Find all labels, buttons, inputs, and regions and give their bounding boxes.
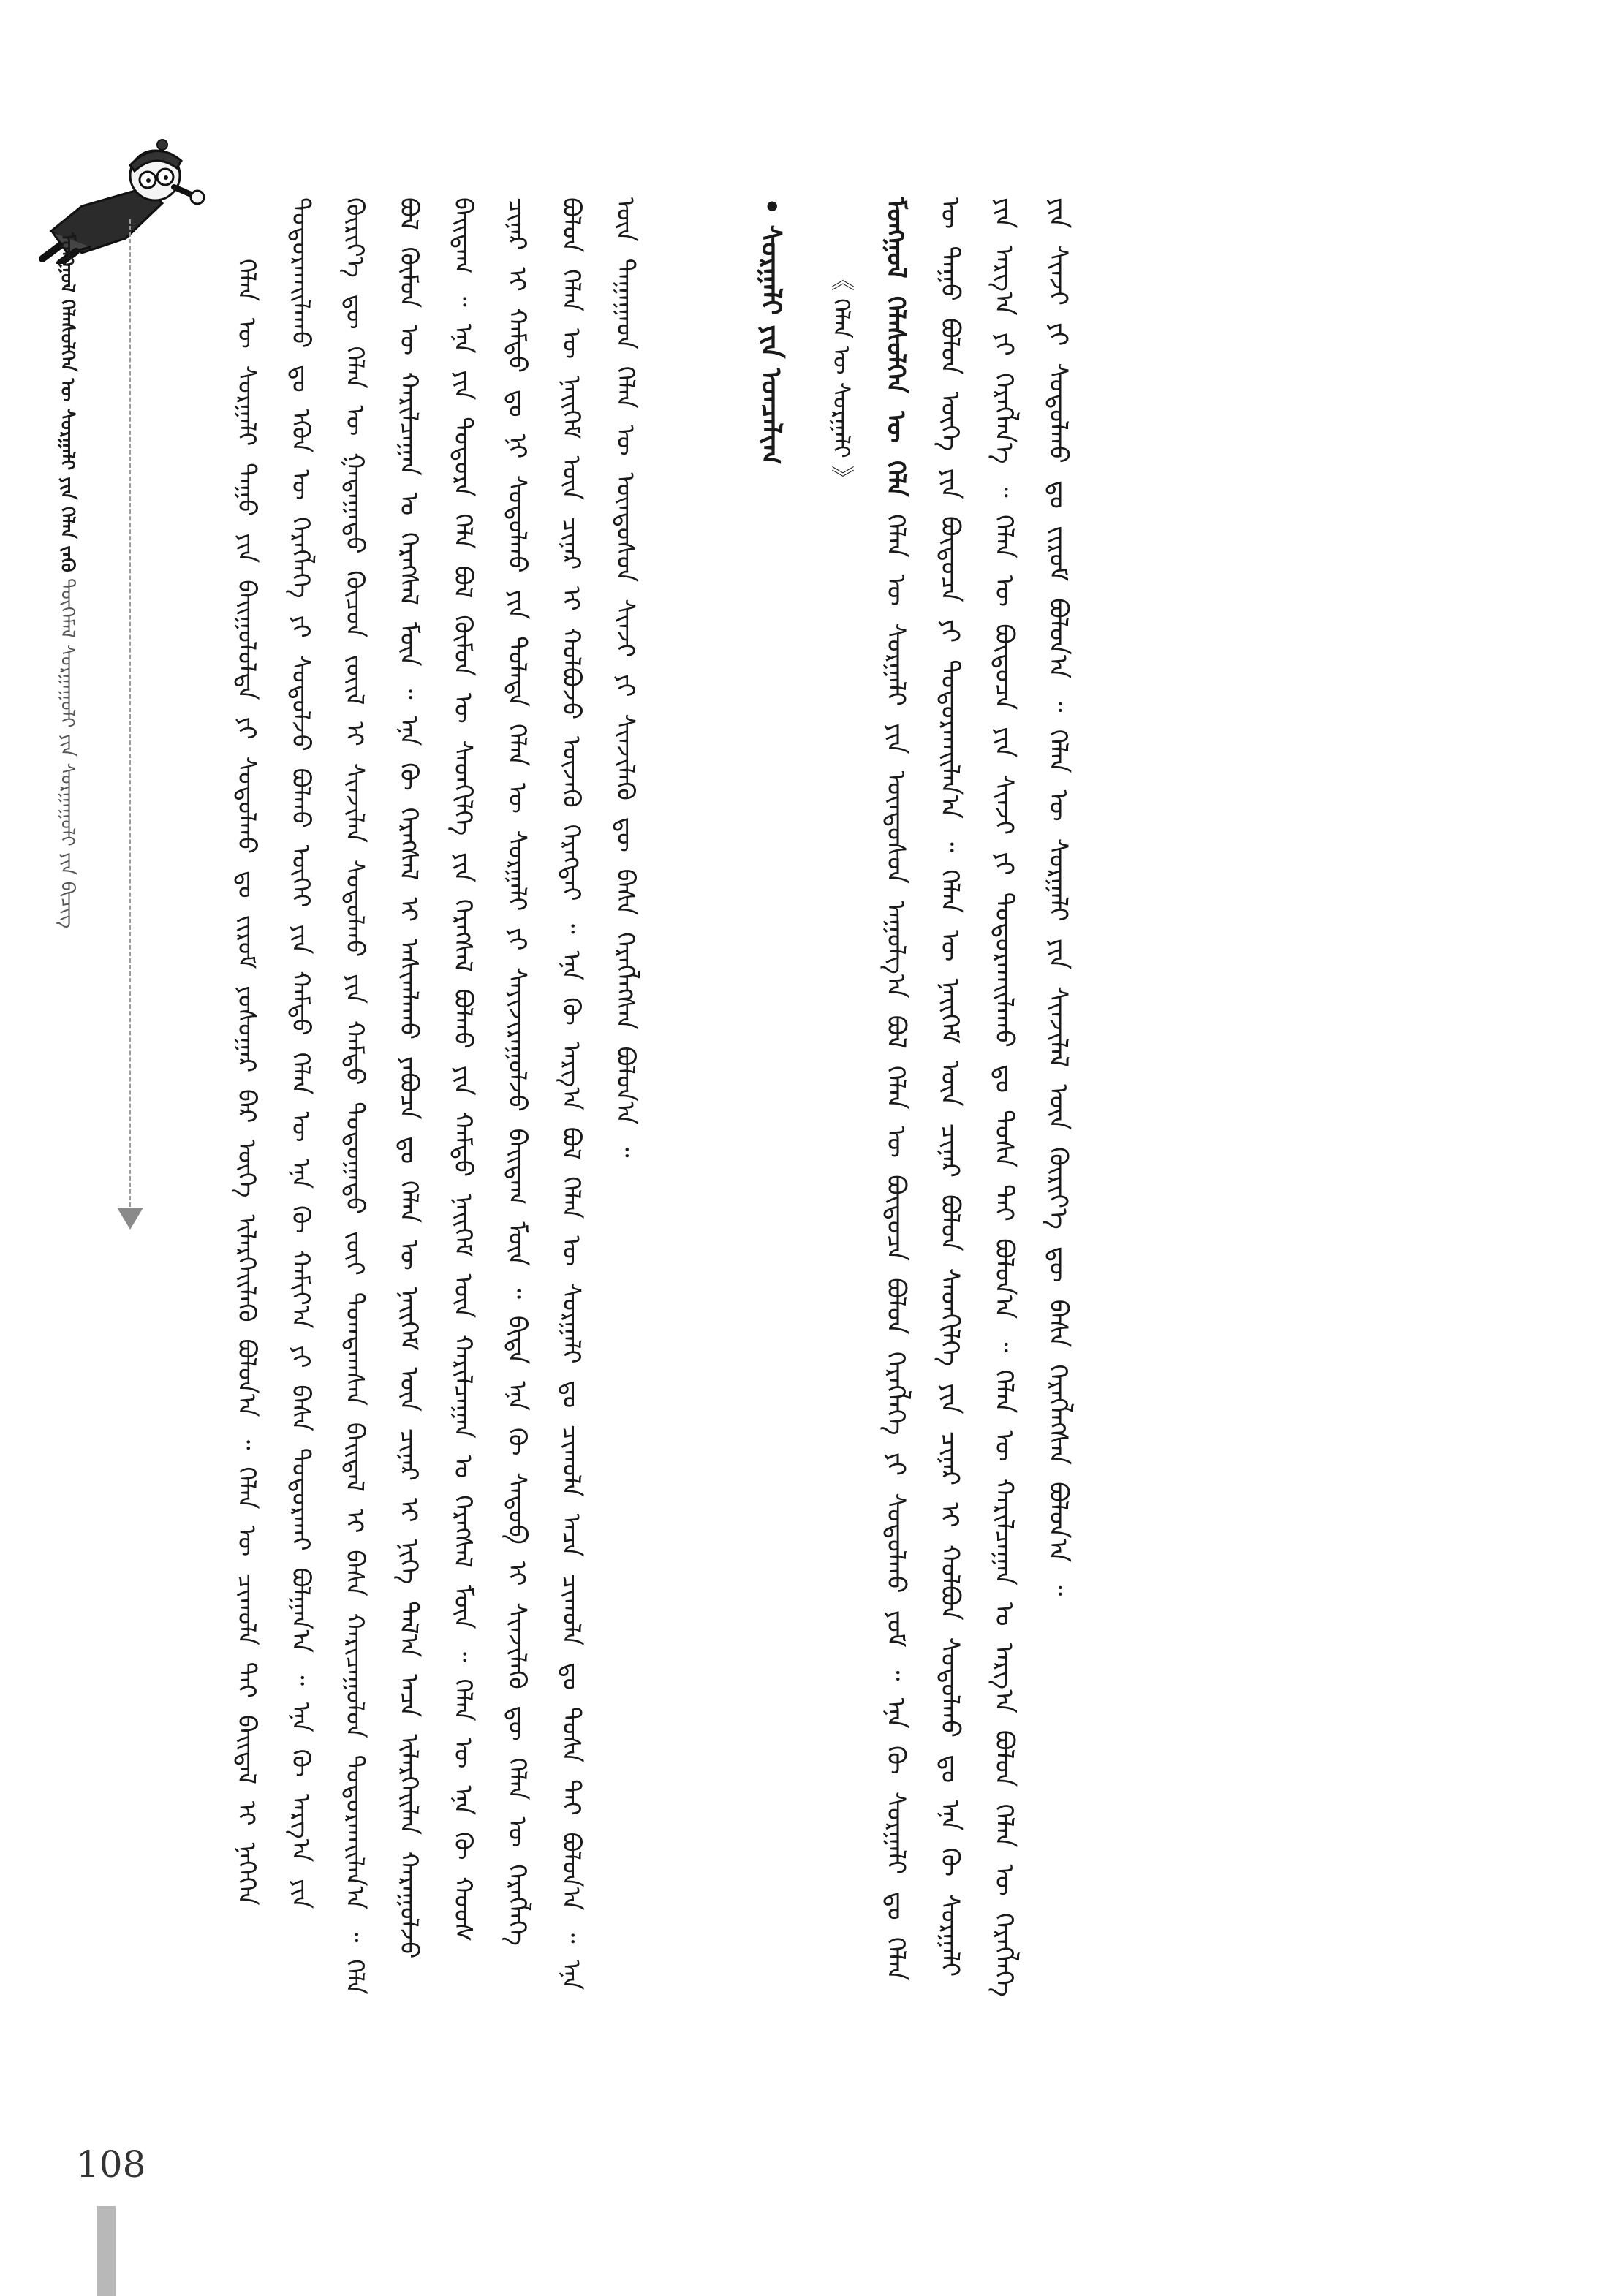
section-heading (744, 197, 798, 2003)
page-tab-bar (97, 2206, 116, 2296)
paragraph-1: ᠬᠡᠯᠡᠨ ᠦ ᠰᠤᠷᠭᠠᠯᠢ ᠳᠠᠭᠤ ᠶᠢᠨ ᠪᠠᠢᠭᠤᠯᠤᠯᠲᠠ ᠶᠢ ᠰᠤᠳᠤᠯᠬᠤ ᠳᠤ ᠵᠢᠷᠤᠮ ᠶᠣᠰᠣᠭᠠᠷ ᠪᠠᠷ ᠦᠭᠡ ᠢᠯᠡᠷᠬᠡᠢᠯᠡᠬᠦ ᠪᠤᠯᠤᠨ᠎ᠠ ᠃ ᠬᠡᠯᠡᠨ ᠦ ᠴᠢᠬᠤᠯᠠ ᠲᠠᠢ ᠪᠠᠢᠳᠠᠯ ᠢ ᠨᠡᠭᠡᠭᠡᠨ ᠲᠣᠳᠣᠷᠬᠠᠢᠯᠠᠬᠤ ᠳᠤ ᠡᠭᠦᠨ ᠦ ᠬᠡᠷᠡᠭᠯᠡᠭᠡ ᠶᠢ ᠰᠤᠳᠤᠯᠵᠤ ᠪᠣᠯᠬᠤ ᠦᠭᠡᠢ ᠶᠢᠨ ᠬᠠᠮᠲᠤ ᠬᠡᠯᠡᠨ ᠦ ᠡᠨᠡ ᠬᠦ ᠬᠠᠮᠢᠶ᠎ᠠ ᠶᠢ ᠪᠠᠰᠠ ᠲᠣᠳᠤᠷᠬᠠᠢ ᠪᠣᠯᠭᠠᠨ᠎ᠠ ᠃ ᠡᠨᠡ ᠬᠦ ᠠᠷᠭ᠎ᠠ ᠶᠢᠨ ᠬᠦᠷᠢᠶ᠎ᠡ ᠳᠦ ᠬᠡᠯᠡᠨ ᠦ ᠭᠠᠳᠠᠭᠠᠳᠤ ᠬᠦᠴᠦᠨ ᠵᠦᠢᠯ ᠢ ᠰᠢᠨᠵᠢᠯᠡᠨ ᠰᠤᠳᠤᠯᠬᠤ ᠶᠢᠨ ᠬᠠᠮᠲᠤ ᠳᠣᠲᠣᠭᠠᠳᠤ ᠵᠦᠢ ᠲᠣᠭᠲᠠᠭᠰᠠᠨ ᠪᠠᠢᠳᠠᠯ ᠢ ᠪᠠᠰᠠ ᠬᠠᠷᠢᠴᠠᠭᠤᠯᠤᠨ ᠲᠣᠳᠣᠷᠬᠠᠢᠯᠠᠨ᠎ᠠ ᠃ ᠬᠡᠯᠡ ᠪᠣᠯ ᠬᠦᠮᠦᠨ ᠦ ᠬᠠᠷᠢᠯᠴᠠᠭᠠᠨ ᠤ ᠬᠡᠷᠡᠭᠰᠡᠯ ᠮᠥᠨ ᠃ ᠡᠨᠡ ᠬᠦ ᠬᠡᠷᠡᠭᠰᠡᠯ ᠢ ᠠᠰᠢᠭᠯᠠᠬᠤ ᠶᠠᠪᠤᠴᠠ ᠳᠤ ᠬᠡᠯᠡᠨ ᠦ ᠨᠡᠢᠭᠡᠮ ᠦᠨ ᠴᠢᠨᠠᠷ ᠢ ᠨᠢᠭᠡ ᠲᠠᠯ᠎ᠠ ᠠᠴᠠ ᠢᠯᠡᠷᠬᠡᠢᠯᠡᠨ ᠬᠠᠷᠠᠭᠤᠯᠵᠤ ᠪᠠᠢᠳᠠᠭ ᠃ ᠡᠨᠡ ᠶᠢᠨ ᠳᠣᠲᠣᠷᠠ ᠬᠡᠯᠡ ᠪᠣᠯ ᠬᠦᠮᠦᠨ ᠦ ᠰᠡᠳᠬᠢᠯᠭᠡ ᠶᠢᠨ ᠬᠡᠷᠡᠭᠰᠡᠯ ᠪᠣᠯᠬᠤ ᠶᠢᠨ ᠬᠠᠮᠲᠤ ᠨᠡᠢᠭᠡᠮ ᠦᠨ ᠬᠠᠷᠢᠯᠴᠠᠭᠠᠨ ᠤ ᠬᠡᠷᠡᠭᠰᠡᠯ ᠮᠥᠨ ᠃ ᠬᠡᠯᠡᠨ ᠦ ᠡᠨᠡ ᠬᠦ ᠬᠣᠣᠰ ᠴᠢᠨᠠᠷ ᠢ ᠬᠠᠮᠲᠤ ᠳᠤ ᠨᠢ ᠰᠤᠳᠤᠯᠬᠤ ᠶᠢᠨ ᠲᠤᠯᠠᠳᠠ ᠬᠡᠯᠡᠨ ᠦ ᠰᠤᠷᠭᠠᠯᠢ ᠶᠢ ᠰᠠᠶᠢᠵᠢᠷᠠᠭᠤᠯᠵᠤ ᠪᠠᠢᠳᠠᠭ ᠮᠥᠨ ᠃ ᠪᠢᠳᠡ ᠡᠨᠡ ᠬᠦ ᠰᠡᠳᠦᠪ ᠢ ᠰᠢᠨᠵᠢᠯᠡᠬᠦ ᠳᠦ ᠬᠡᠯᠡᠨ ᠦ ᠬᠡᠷᠡᠭᠯᠡᠭᠡ ᠪᠣᠯᠤᠨ ᠬᠡᠯᠡᠨ ᠦ ᠨᠡᠢᠭᠡᠮ ᠦᠨ ᠴᠢᠨᠠᠷ ᠢ ᠬᠣᠯᠪᠣᠵᠤ ᠦᠵᠡᠬᠦ ᠬᠡᠷᠡᠭᠲᠡᠢ ᠃ ᠡᠨᠡ ᠬᠦ ᠠᠷᠭ᠎ᠠ ᠪᠣᠯ ᠬᠡᠯᠡᠨ ᠦ ᠰᠤᠷᠭᠠᠯᠢ ᠳᠤ ᠴᠢᠬᠤᠯᠠ ᠠᠴᠠ ᠴᠢᠬᠤᠯᠠ ᠳᠤ ᠲᠤᠰᠠ ᠲᠠᠢ ᠪᠤᠯᠤᠨ᠎ᠠ ᠃ ᠡᠨᠡ ᠦᠨ ᠳᠠᠭᠠᠭᠠᠳ ᠬᠡᠯᠡᠨ ᠦ ᠦᠨᠳᠦᠰᠦᠨ ᠰᠢᠨᠵᠢ ᠶᠢ ᠰᠢᠨᠵᠢᠯᠡᠬᠦ ᠳᠦ ᠪᠠᠰᠠ ᠬᠡᠷᠡᠭᠯᠡᠭᠰᠡᠨ ᠪᠣᠯᠤᠨ᠎ᠠ ᠃ (232, 197, 640, 1995)
section-heading-text: ᠰᠤᠷᠭᠠᠯᠢ ᠶᠢᠨ ᠣᠨᠴᠠᠯᠢᠭ (755, 224, 787, 465)
running-header (47, 227, 91, 1250)
bullet-icon: • (755, 197, 787, 216)
running-header-text (53, 232, 82, 928)
rule-arrow-icon (117, 1208, 143, 1230)
paragraph-2-lead: ᠮᠣᠩᠭᠣᠯ ᠬᠡᠯᠡᠰᠦᠯᠭᠡᠨ ᠦ ᠬᠡᠯᠡ (881, 197, 910, 497)
running-header-light: ᠲᠦᠭᠡᠮᠡᠯ ᠰᠤᠷᠭᠠᠭᠤᠯᠢ ᠶᠢᠨ ᠰᠤᠷᠭᠠᠭᠤᠯᠢ ᠶᠢᠨ ᠪᠢᠴᠢᠭ (56, 578, 78, 929)
body-text-area (219, 197, 1462, 2003)
page-number: 108 (76, 2143, 146, 2186)
paragraph-2-body: ᠬᠡᠯᠡᠨ ᠦ ᠰᠤᠷᠭᠠᠯᠢ ᠶᠢᠨ ᠦᠨᠳᠦᠰᠦᠨ ᠠᠭᠤᠯᠭ᠎ᠠ ᠪᠣᠯ ᠬᠡᠯᠡᠨ ᠦ ᠪᠦᠲᠦᠴᠡ ᠪᠣᠯᠤᠨ ᠬᠡᠷᠡᠭᠯᠡᠭᠡ ᠶᠢ ᠰᠤᠳᠤᠯᠬᠤ ᠶᠤᠮ ᠃ ᠡᠨᠡ ᠬᠦ ᠰᠤᠷᠭᠠᠯᠢ ᠳᠤ ᠬᠡᠯᠡᠨ ᠦ ᠳᠠᠭᠤ ᠪᠣᠯᠤᠨ ᠦᠭᠡ ᠶᠢᠨ ᠪᠦᠲᠦᠴᠡ ᠶᠢ ᠲᠣᠳᠣᠷᠬᠠᠢᠯᠠᠨ᠎ᠠ ᠃ ᠬᠡᠯᠡᠨ ᠦ ᠨᠡᠢᠭᠡᠮ ᠦᠨ ᠴᠢᠨᠠᠷ ᠪᠣᠯᠤᠨ ᠰᠡᠳᠬᠢᠯᠭᠡ ᠶᠢᠨ ᠴᠢᠨᠠᠷ ᠢ ᠬᠣᠯᠪᠣᠨ ᠰᠤᠳᠤᠯᠬᠤ ᠳᠤ ᠡᠨᠡ ᠬᠦ ᠰᠤᠷᠭᠠᠯᠢ ᠶᠢᠨ ᠠᠷᠭ᠎ᠠ ᠶᠢ ᠬᠡᠷᠡᠭᠯᠡᠨ᠎ᠡ ᠃ ᠬᠡᠯᠡᠨ ᠦ ᠪᠦᠲᠦᠴᠡ ᠶᠢᠨ ᠰᠢᠨᠵᠢ ᠶᠢ ᠲᠣᠳᠣᠷᠬᠠᠢᠯᠠᠬᠤ ᠳᠤ ᠲᠤᠰᠠ ᠲᠠᠢ ᠪᠣᠯᠤᠨ᠎ᠠ ᠃ ᠬᠡᠯᠡᠨ ᠦ ᠬᠠᠷᠢᠯᠴᠠᠭᠠᠨ ᠤ ᠠᠷᠭ᠎ᠠ ᠪᠣᠯᠤᠨ ᠬᠡᠯᠡᠨ ᠦ ᠬᠡᠷᠡᠭᠯᠡᠭᠡ ᠶᠢᠨ ᠰᠢᠨᠵᠢ ᠶᠢ ᠰᠤᠳᠤᠯᠬᠤ ᠳᠤ ᠵᠢᠷᠤᠮ ᠪᠣᠯᠤᠨ᠎ᠠ ᠃ ᠬᠡᠯᠡᠨ ᠦ ᠰᠤᠷᠭᠠᠯᠢ ᠶᠢᠨ ᠰᠢᠨᠵᠢᠯᠡᠯ ᠦᠨ ᠬᠦᠷᠢᠶ᠎ᠡ ᠳᠦ ᠪᠠᠰᠠ ᠬᠡᠷᠡᠭᠯᠡᠭᠰᠡᠨ ᠪᠣᠯᠤᠨ᠎ᠠ ᠃ (881, 197, 1072, 1997)
paragraph-2 (869, 197, 1257, 2003)
header-dashed-rule (129, 219, 131, 1213)
running-header-bold: ᠮᠣᠩᠭᠣᠯ ᠬᠡᠯᠡᠰᠦᠯᠭᠡᠨ ᠦ ᠰᠤᠷᠭᠠᠯᠢ ᠶᠢᠨ ᠬᠡᠯᠡᠨ ᠵᠡᠭᠦ (56, 232, 78, 572)
citation: 《 ᠬᠡᠯᠡᠨ ᠦ ᠰᠤᠷᠭᠠᠯᠢ 》 (828, 268, 855, 489)
